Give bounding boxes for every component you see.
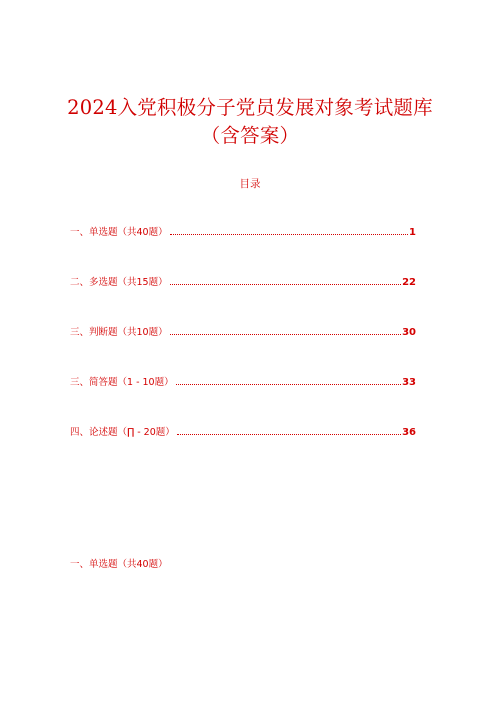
- section-heading: 一、单选题（共40题）: [70, 559, 168, 570]
- toc-page-number: 33: [402, 377, 416, 388]
- toc-leader-dots: [170, 283, 401, 285]
- toc-leader-dots: [176, 383, 401, 385]
- toc-entry-label: 三、判断题（共10题）: [70, 327, 168, 338]
- toc-page-number: 22: [402, 277, 416, 288]
- toc-page-number: 30: [402, 327, 416, 338]
- toc-entry-label: 三、简答题（1 - 10题）: [70, 377, 174, 388]
- toc-entry-label: 四、论述题（∏ - 20题）: [70, 427, 175, 438]
- toc-page-number: 1: [409, 227, 416, 238]
- toc-leader-dots: [177, 433, 401, 435]
- toc-leader-dots: [170, 333, 401, 335]
- toc-entry-multiple-choice[interactable]: [70, 276, 416, 290]
- toc-entry-short-answer[interactable]: [70, 376, 416, 390]
- toc-entry-true-false[interactable]: [70, 326, 416, 340]
- toc-page-number: 36: [402, 427, 416, 438]
- toc-entry-essay[interactable]: [70, 426, 416, 440]
- toc-entry-label: 二、多选题（共15题）: [70, 277, 168, 288]
- document-title: 2024入党积极分子党员发展对象考试题库（含答案）: [67, 96, 433, 147]
- toc-leader-dots: [170, 233, 408, 235]
- toc-heading: 目录: [239, 178, 261, 190]
- toc-entry-single-choice[interactable]: [70, 226, 416, 240]
- toc-entry-label: 一、单选题（共40题）: [70, 227, 168, 238]
